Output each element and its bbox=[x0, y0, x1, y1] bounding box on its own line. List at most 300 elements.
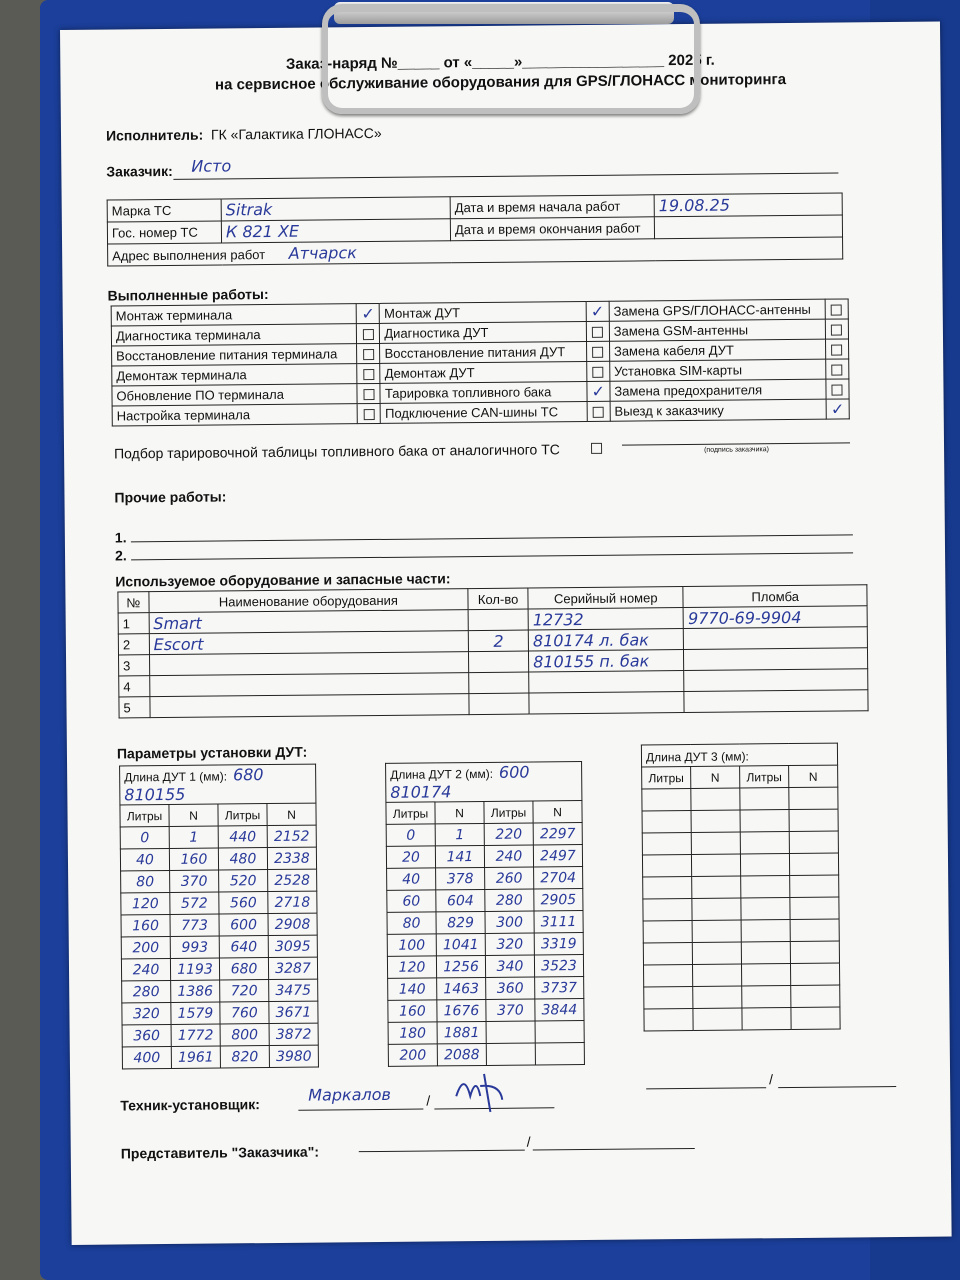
dut3-cell bbox=[789, 853, 838, 875]
work-item-label: Выезд к заказчику bbox=[610, 399, 826, 421]
dut3-cell bbox=[643, 876, 692, 898]
dut1-row bbox=[122, 1001, 318, 1025]
dut1-column-row bbox=[120, 803, 316, 827]
dut2-column-row bbox=[386, 801, 582, 825]
dut1-cell: 572 bbox=[170, 892, 219, 914]
dut1-length-cell bbox=[120, 764, 316, 805]
doc-title-line2: на сервисное обслуживание оборудования для GPS/ГЛОНАСС мониторинга bbox=[214, 71, 787, 94]
works-title: Выполненные работы: bbox=[107, 286, 269, 304]
technician-name: Маркалов bbox=[308, 1084, 392, 1105]
address-value: Атчарск bbox=[288, 243, 357, 263]
brand-value: Sitrak bbox=[221, 197, 450, 221]
equipment-cell-qty bbox=[469, 693, 529, 715]
dut2-cell: 1676 bbox=[437, 999, 486, 1021]
dut3-cell bbox=[642, 788, 691, 810]
check-mark: ✓ bbox=[590, 301, 605, 321]
technician-signature bbox=[450, 1066, 520, 1117]
dut1-cell: 320 bbox=[122, 1002, 171, 1024]
equipment-cell-n: 1 bbox=[118, 613, 149, 634]
tariff-selection-checkbox[interactable] bbox=[591, 443, 602, 454]
dut3-cell bbox=[740, 810, 789, 832]
equipment-header-cell: № bbox=[118, 592, 149, 613]
dut2-cell: 140 bbox=[388, 978, 437, 1000]
dut1-cell: 1772 bbox=[171, 1024, 220, 1046]
dut1-cell: 40 bbox=[120, 848, 169, 870]
dut2-row bbox=[387, 867, 583, 891]
dut2-row bbox=[387, 955, 583, 979]
dut3-cell bbox=[692, 876, 741, 898]
work-item-label: Восстановление питания терминала bbox=[112, 344, 358, 366]
dut1-row bbox=[120, 825, 316, 849]
clipboard-clip bbox=[322, 4, 700, 114]
empty-checkbox bbox=[363, 349, 374, 360]
dut2-cell: 320 bbox=[485, 933, 534, 955]
dut1-cell: 1579 bbox=[171, 1002, 220, 1024]
dut1-column-header: N bbox=[169, 804, 218, 826]
empty-checkbox bbox=[363, 329, 374, 340]
dut3-cell bbox=[741, 898, 790, 920]
work-item-label: Демонтаж ДУТ bbox=[380, 361, 587, 383]
dut3-cell bbox=[642, 832, 691, 854]
dut2-cell bbox=[486, 1021, 535, 1043]
dut1-row bbox=[122, 1045, 318, 1069]
work-item-checkbox[interactable] bbox=[826, 399, 849, 419]
dut3-cell bbox=[789, 831, 838, 853]
plate-value: К 821 ХЕ bbox=[221, 219, 450, 243]
work-item-checkbox[interactable] bbox=[587, 381, 610, 401]
equipment-cell-seal bbox=[684, 627, 868, 650]
dut2-cell bbox=[535, 1043, 584, 1065]
equipment-cell-name: Smart bbox=[149, 610, 469, 634]
dut2-cell: 80 bbox=[387, 912, 436, 934]
customer-sign-line bbox=[622, 442, 850, 445]
extra-slash: / bbox=[769, 1071, 774, 1088]
works-table bbox=[111, 298, 850, 426]
dut3-row bbox=[644, 963, 840, 987]
dut2-cell: 370 bbox=[486, 999, 535, 1021]
dut1-row bbox=[121, 935, 317, 959]
dut2-cell: 1881 bbox=[437, 1021, 486, 1043]
end-label: Дата и время окончания работ bbox=[450, 217, 654, 241]
dut2-row bbox=[388, 1043, 584, 1067]
dut1-cell: 3872 bbox=[269, 1023, 318, 1045]
dut2-cell: 160 bbox=[388, 1000, 437, 1022]
representative-label: Представитель "Заказчика": bbox=[120, 1143, 320, 1162]
work-item-label: Замена GSM-антенны bbox=[609, 319, 825, 341]
work-item-checkbox[interactable] bbox=[587, 401, 610, 421]
dut3-cell bbox=[742, 1008, 791, 1030]
dut1-cell: 1386 bbox=[171, 980, 220, 1002]
dut1-cell: 3287 bbox=[268, 957, 317, 979]
dut2-column-header: N bbox=[435, 801, 484, 823]
dut1-cell: 1 bbox=[169, 826, 218, 848]
dut3-row bbox=[643, 875, 839, 899]
work-item-label: Замена GPS/ГЛОНАСС-антенны bbox=[609, 299, 825, 321]
equipment-cell-seal bbox=[684, 648, 868, 671]
equipment-cell-n: 5 bbox=[119, 697, 150, 718]
dut3-row bbox=[644, 1007, 840, 1031]
work-item-checkbox[interactable] bbox=[358, 403, 381, 423]
dut2-cell: 2704 bbox=[534, 867, 583, 889]
check-mark: ✓ bbox=[830, 399, 845, 419]
dut1-row bbox=[122, 1023, 318, 1047]
dut3-row bbox=[643, 897, 839, 921]
dut3-cell bbox=[740, 854, 789, 876]
dut1-cell: 520 bbox=[219, 870, 268, 892]
dut3-cell bbox=[642, 854, 691, 876]
work-item-checkbox[interactable] bbox=[826, 379, 849, 399]
dut3-cell bbox=[741, 942, 790, 964]
dut3-cell bbox=[693, 986, 742, 1008]
equipment-cell-serial: 810155 п. бак bbox=[529, 650, 685, 672]
dut2-cell: 378 bbox=[436, 867, 485, 889]
dut3-cell bbox=[790, 875, 839, 897]
start-value: 19.08.25 bbox=[654, 193, 842, 217]
dut3-row bbox=[642, 787, 838, 811]
equipment-cell-qty bbox=[469, 672, 529, 694]
dut1-column-header: Литры bbox=[218, 804, 267, 826]
dut1-cell: 480 bbox=[218, 848, 267, 870]
dut3-cell bbox=[790, 919, 839, 941]
dut3-cell bbox=[741, 920, 790, 942]
dut2-cell: 260 bbox=[485, 867, 534, 889]
empty-checkbox bbox=[832, 385, 843, 396]
dut1-cell: 2718 bbox=[268, 891, 317, 913]
representative-name-line bbox=[359, 1150, 525, 1153]
dut2-column-header: Литры bbox=[386, 802, 435, 824]
work-item-label: Замена предохранителя bbox=[610, 379, 826, 401]
empty-checkbox bbox=[363, 389, 374, 400]
dut3-cell bbox=[740, 788, 789, 810]
dut1-header-row bbox=[120, 764, 316, 805]
dut2-cell: 2088 bbox=[437, 1043, 486, 1065]
dut2-cell: 3111 bbox=[534, 911, 583, 933]
dut2-row bbox=[386, 845, 582, 869]
dut1-cell: 160 bbox=[169, 848, 218, 870]
brand-label: Марка ТС bbox=[107, 199, 221, 222]
dut1-row bbox=[121, 891, 317, 915]
dut1-cell: 560 bbox=[219, 892, 268, 914]
equipment-title: Используемое оборудование и запасные части: bbox=[115, 570, 451, 590]
dut2-cell: 40 bbox=[387, 868, 436, 890]
equipment-cell-n: 4 bbox=[119, 676, 150, 697]
dut3-cell bbox=[643, 898, 692, 920]
dut1-cell: 240 bbox=[121, 958, 170, 980]
dut3-row bbox=[644, 985, 840, 1009]
dut2-cell: 3844 bbox=[535, 999, 584, 1021]
dut1-length-label: Длина ДУТ 1 (мм): bbox=[124, 769, 228, 785]
technician-label: Техник-установщик: bbox=[120, 1096, 260, 1114]
extra-sign-line-2 bbox=[778, 1086, 896, 1088]
end-value bbox=[654, 215, 842, 239]
dut2-row bbox=[387, 911, 583, 935]
customer-sign-caption: (подпись заказчика) bbox=[704, 446, 769, 454]
check-mark: ✓ bbox=[591, 381, 606, 401]
equipment-cell-seal bbox=[684, 690, 868, 713]
other-row2-line bbox=[131, 552, 853, 560]
equipment-cell-seal bbox=[684, 669, 868, 692]
empty-checkbox bbox=[364, 409, 375, 420]
dut1-cell: 360 bbox=[122, 1024, 171, 1046]
work-item-checkbox[interactable] bbox=[357, 383, 380, 403]
work-item-checkbox[interactable] bbox=[357, 303, 380, 323]
representative-slash: / bbox=[526, 1133, 531, 1150]
dut3-cell bbox=[691, 788, 740, 810]
equipment-cell-qty: 2 bbox=[468, 630, 528, 652]
dut3-column-header: N bbox=[789, 765, 838, 787]
work-item-checkbox[interactable] bbox=[586, 321, 609, 341]
representative-sign-line bbox=[533, 1148, 695, 1151]
dut3-cell bbox=[691, 832, 740, 854]
dut2-cell: 2297 bbox=[533, 823, 582, 845]
dut1-cell: 160 bbox=[121, 914, 170, 936]
equipment-cell-qty bbox=[469, 651, 529, 673]
dut1-cell: 0 bbox=[120, 826, 169, 848]
dut3-cell bbox=[643, 942, 692, 964]
dut2-cell: 120 bbox=[387, 956, 436, 978]
work-item-label: Восстановление питания ДУТ bbox=[380, 341, 587, 363]
dut3-row bbox=[643, 941, 839, 965]
dut3-cell bbox=[644, 986, 693, 1008]
work-item-checkbox[interactable] bbox=[825, 299, 848, 319]
dut1-cell: 993 bbox=[170, 936, 219, 958]
dut1-cell: 720 bbox=[220, 980, 269, 1002]
work-item-checkbox[interactable] bbox=[357, 343, 380, 363]
dut2-cell bbox=[486, 1043, 535, 1065]
dut3-cell bbox=[692, 942, 741, 964]
dut3-header-row bbox=[641, 743, 837, 767]
work-item-checkbox[interactable] bbox=[825, 339, 848, 359]
work-item-label: Настройка терминала bbox=[112, 404, 358, 426]
dut1-cell: 440 bbox=[218, 826, 267, 848]
dut2-row bbox=[387, 933, 583, 957]
work-item-checkbox[interactable] bbox=[587, 361, 610, 381]
dut3-cell bbox=[741, 964, 790, 986]
dut2-cell: 3523 bbox=[534, 955, 583, 977]
work-item-checkbox[interactable] bbox=[357, 323, 380, 343]
empty-checkbox bbox=[592, 347, 603, 358]
dut2-cell: 100 bbox=[387, 934, 436, 956]
dut3-cell bbox=[642, 810, 691, 832]
dut1-cell: 760 bbox=[220, 1002, 269, 1024]
technician-name-line bbox=[298, 1109, 423, 1111]
empty-checkbox bbox=[592, 327, 603, 338]
dut3-cell bbox=[789, 787, 838, 809]
executor-label: Исполнитель: bbox=[105, 126, 204, 144]
work-item-checkbox[interactable] bbox=[586, 301, 609, 321]
work-item-checkbox[interactable] bbox=[825, 319, 848, 339]
dut3-cell bbox=[790, 897, 839, 919]
dut2-cell: 180 bbox=[388, 1022, 437, 1044]
dut3-cell bbox=[692, 898, 741, 920]
dut2-cell: 240 bbox=[484, 845, 533, 867]
doc-title-line1: Заказ-наряд №_____ от «_____»_________________ 2025 г. bbox=[285, 51, 715, 73]
dut3-cell bbox=[691, 854, 740, 876]
equipment-cell-name bbox=[150, 694, 470, 718]
dut1-row bbox=[122, 979, 318, 1003]
dut2-length-cell bbox=[386, 762, 582, 803]
dut2-length-value: 600 810174 bbox=[390, 762, 530, 802]
dut2-cell: 220 bbox=[484, 823, 533, 845]
equipment-header-cell: Серийный номер bbox=[528, 587, 684, 609]
dut3-cell bbox=[742, 986, 791, 1008]
empty-checkbox bbox=[832, 365, 843, 376]
dut3-cell bbox=[692, 964, 741, 986]
dut1-cell: 120 bbox=[121, 892, 170, 914]
dut2-cell: 604 bbox=[436, 889, 485, 911]
dut2-cell: 829 bbox=[436, 911, 485, 933]
dut2-cell bbox=[535, 1021, 584, 1043]
dut1-cell: 400 bbox=[122, 1046, 171, 1068]
dut1-cell: 2338 bbox=[267, 847, 316, 869]
dut3-column-header: Литры bbox=[740, 766, 789, 788]
customer-line bbox=[173, 173, 838, 180]
dut3-row bbox=[642, 809, 838, 833]
work-item-label: Диагностика терминала bbox=[111, 324, 357, 346]
dut2-cell: 3319 bbox=[534, 933, 583, 955]
equipment-cell-name bbox=[149, 673, 469, 697]
address-label: Адрес выполнения работ bbox=[112, 247, 266, 264]
equipment-header-cell: Наименование оборудования bbox=[149, 589, 469, 613]
work-item-label: Установка SIM-карты bbox=[610, 359, 826, 381]
empty-checkbox bbox=[593, 367, 604, 378]
work-item-label: Подключение CAN-шины ТС bbox=[381, 401, 588, 423]
dut1-cell: 3671 bbox=[269, 1001, 318, 1023]
dut1-cell: 370 bbox=[170, 870, 219, 892]
dut1-cell: 3980 bbox=[269, 1045, 318, 1067]
equipment-cell-name: Escort bbox=[149, 631, 469, 655]
dut1-cell: 1961 bbox=[171, 1046, 220, 1068]
empty-checkbox bbox=[831, 305, 842, 316]
dut2-table bbox=[385, 761, 585, 1067]
work-item-label: Монтаж терминала bbox=[111, 304, 357, 326]
work-item-checkbox[interactable] bbox=[826, 359, 849, 379]
dut2-cell: 2905 bbox=[534, 889, 583, 911]
dut3-cell bbox=[643, 920, 692, 942]
equipment-cell-serial bbox=[529, 692, 685, 714]
dut2-column-header: Литры bbox=[484, 801, 533, 823]
equipment-cell-serial bbox=[529, 671, 685, 693]
dut2-cell: 60 bbox=[387, 890, 436, 912]
equipment-cell-n: 3 bbox=[119, 655, 150, 676]
dut3-column-row bbox=[642, 765, 838, 789]
dut2-row bbox=[388, 999, 584, 1023]
dut1-cell: 800 bbox=[220, 1024, 269, 1046]
check-mark: ✓ bbox=[361, 303, 375, 324]
equipment-cell-qty bbox=[468, 609, 528, 631]
dut2-cell: 200 bbox=[388, 1044, 437, 1066]
dut2-cell: 1 bbox=[435, 823, 484, 845]
dut3-column-header: N bbox=[691, 766, 740, 788]
dut2-row bbox=[386, 823, 582, 847]
dut1-cell: 2908 bbox=[268, 913, 317, 935]
dut3-cell bbox=[692, 920, 741, 942]
dut2-row bbox=[388, 977, 584, 1001]
other-row1-line bbox=[131, 534, 853, 542]
dut2-cell: 1041 bbox=[436, 933, 485, 955]
work-item-label: Монтаж ДУТ bbox=[380, 301, 587, 323]
work-item-checkbox[interactable] bbox=[586, 341, 609, 361]
dut1-cell: 680 bbox=[219, 958, 268, 980]
dut2-cell: 300 bbox=[485, 911, 534, 933]
dut2-row bbox=[388, 1021, 584, 1045]
dut1-cell: 200 bbox=[121, 936, 170, 958]
dut2-length-label: Длина ДУТ 2 (мм): bbox=[390, 766, 494, 782]
dut1-cell: 773 bbox=[170, 914, 219, 936]
dut2-row bbox=[387, 889, 583, 913]
dut2-cell: 2497 bbox=[533, 845, 582, 867]
dut3-length-label: Длина ДУТ 3 (мм): bbox=[645, 749, 749, 765]
other-row1-number: 1. bbox=[114, 529, 127, 546]
dut1-cell: 3475 bbox=[269, 979, 318, 1001]
dut1-cell: 1193 bbox=[170, 958, 219, 980]
executor-value: ГК «Галактика ГЛОНАСС» bbox=[210, 124, 382, 143]
equipment-cell-serial: 12732 bbox=[528, 608, 684, 630]
dut2-cell: 1256 bbox=[436, 955, 485, 977]
dut3-cell bbox=[789, 809, 838, 831]
dut1-cell: 280 bbox=[122, 980, 171, 1002]
empty-checkbox bbox=[363, 369, 374, 380]
dut1-cell: 820 bbox=[220, 1046, 269, 1068]
extra-sign-line-1 bbox=[646, 1087, 766, 1089]
equipment-table bbox=[117, 584, 868, 718]
dut3-cell bbox=[644, 964, 693, 986]
dut1-row bbox=[121, 869, 317, 893]
work-item-label: Обновление ПО терминала bbox=[112, 384, 358, 406]
dut-title: Параметры установки ДУТ: bbox=[116, 743, 308, 762]
dut2-cell: 1463 bbox=[437, 977, 486, 999]
dut3-table bbox=[641, 743, 841, 1032]
dut1-cell: 80 bbox=[121, 870, 170, 892]
dut3-cell bbox=[791, 985, 840, 1007]
dut2-cell: 0 bbox=[386, 824, 435, 846]
dut2-column-header: N bbox=[533, 801, 582, 823]
dut3-cell bbox=[790, 963, 839, 985]
customer-value: Исто bbox=[191, 156, 232, 176]
dut2-cell: 20 bbox=[386, 846, 435, 868]
other-works-title: Прочие работы: bbox=[114, 488, 227, 506]
dut3-row bbox=[643, 919, 839, 943]
work-item-checkbox[interactable] bbox=[357, 363, 380, 383]
dut1-column-header: Литры bbox=[120, 804, 169, 826]
equipment-cell-seal: 9770-69-9904 bbox=[684, 606, 868, 629]
other-row2-number: 2. bbox=[114, 547, 127, 564]
dut3-row bbox=[642, 853, 838, 877]
equipment-cell-n: 2 bbox=[118, 634, 149, 655]
dut3-length-cell bbox=[641, 743, 837, 767]
tariff-selection-label: Подбор тарировочной таблицы топливного бака от аналогичного ТС bbox=[113, 441, 560, 462]
dut2-cell: 3737 bbox=[535, 977, 584, 999]
empty-checkbox bbox=[593, 407, 604, 418]
dut1-table bbox=[119, 764, 319, 1070]
dut1-column-header: N bbox=[267, 803, 316, 825]
dut3-cell bbox=[691, 810, 740, 832]
dut1-cell: 640 bbox=[219, 936, 268, 958]
equipment-header-cell: Кол-во bbox=[468, 588, 528, 610]
empty-checkbox bbox=[831, 325, 842, 336]
dut2-cell: 141 bbox=[435, 845, 484, 867]
dut1-cell: 3095 bbox=[268, 935, 317, 957]
plate-label: Гос. номер ТС bbox=[107, 221, 221, 244]
dut3-cell bbox=[791, 1007, 840, 1029]
dut1-row bbox=[121, 913, 317, 937]
dut2-cell: 360 bbox=[486, 977, 535, 999]
dut3-row bbox=[642, 831, 838, 855]
dut1-cell: 600 bbox=[219, 914, 268, 936]
dut3-cell bbox=[741, 876, 790, 898]
work-order-sheet bbox=[60, 22, 952, 1245]
dut1-length-value: 680 810155 bbox=[124, 765, 264, 805]
